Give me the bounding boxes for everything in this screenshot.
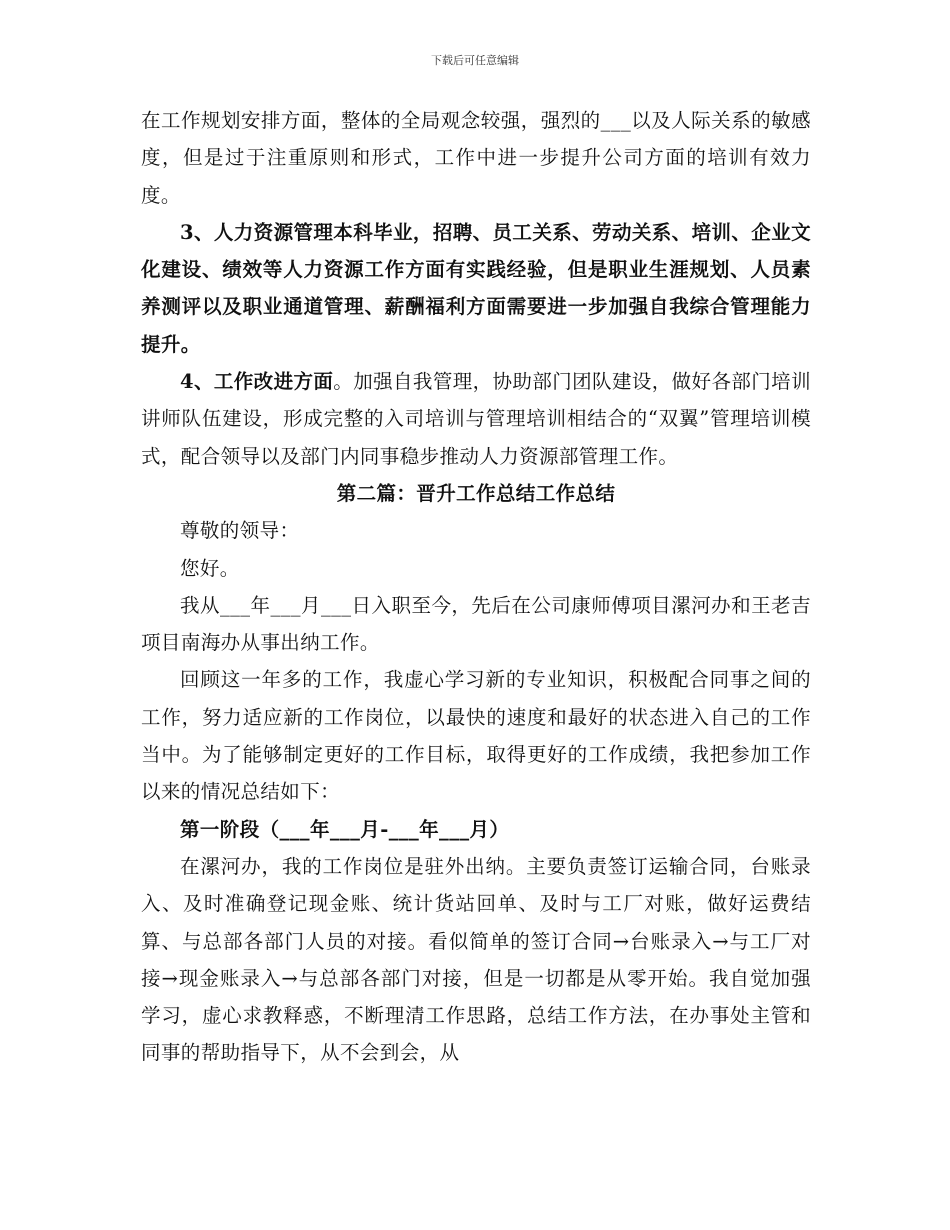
section-title: 第二篇：晋升工作总结工作总结 (336, 481, 616, 505)
stage-title: 第一阶段（___年___月-___年___月） (180, 817, 510, 841)
page-header: 下载后可任意编辑 (431, 54, 519, 67)
document-body (141, 102, 811, 1072)
greeting: 尊敬的领导： (180, 519, 300, 543)
paragraph-planning: 在工作规划安排方面，整体的全局观念较强，强烈的___以及人际关系的敏感度，但是过于注重原则和形式，工作中进一步提升公司方面的培训有效力度。 (141, 109, 811, 207)
improvement-lead: 4、工作改进方面 (180, 370, 334, 394)
hello: 您好。 (180, 556, 240, 580)
paragraph-hr-experience: 3、人力资源管理本科毕业，招聘、员工关系、劳动关系、培训、企业文化建设、绩效等人力资源工作方面有实践经验，但是职业生涯规划、人员素养测评以及职业通道管理、薪酬福利方面需要进一步加强自我综合管理能力提升。 (141, 220, 811, 356)
improvement-text: 。加强自我管理，协助部门团队建设，做好各部门培训讲师队伍建设，形成完整的入司培训与管理培训相结合的“双翼”管理培训模式，配合领导以及部门内同事稳步推动人力资源部管理工作。 (141, 370, 811, 468)
paragraph-review: 回顾这一年多的工作，我虚心学习新的专业知识，积极配合同事之间的工作，努力适应新的工作岗位，以最快的速度和最好的状态进入自己的工作当中。为了能够制定更好的工作目标，取得更好的工作成绩，我把参加工作以来的情况总结如下： (141, 668, 811, 804)
paragraph-stage-one: 在漯河办，我的工作岗位是驻外出纳。主要负责签订运输合同，台账录入、及时准确登记现金账、统计货站回单、及时与工厂对账，做好运费结算、与总部各部门人员的对接。看似简单的签订合同→台账录入→与工厂对接→现金账录入→与总部各部门对接，但是一切都是从零开始。我自觉加强学习，虚心求教释惑，不断理清工作思路，总结工作方法，在办事处主管和同事的帮助指导下，从不会到会，从 (141, 854, 811, 1065)
paragraph-onboarding: 我从___年___月___日入职至今，先后在公司康师傅项目漯河办和王老吉项目南海办从事出纳工作。 (141, 593, 811, 655)
paragraph-improvement (141, 363, 811, 475)
